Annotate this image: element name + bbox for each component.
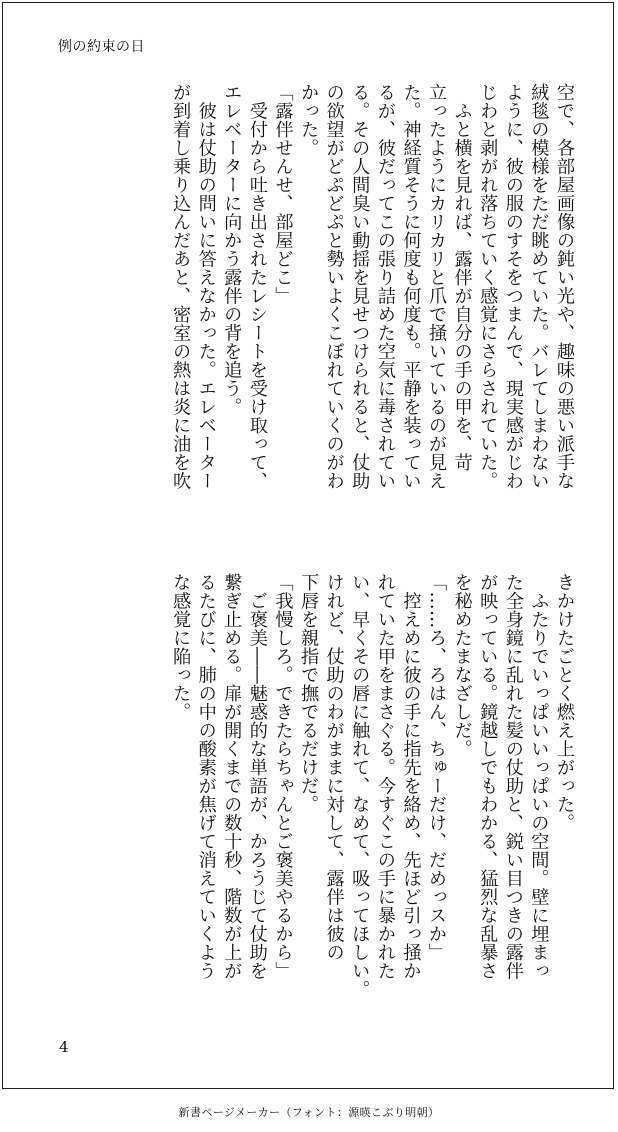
text-line: るたびに、肺の中の酸素が焦げて消えていくよう [195,573,217,980]
text-line: が到着し乗り込んだあと、密室の熱は炎に油を吹 [170,83,192,490]
text-line: 絨毯の模様をただ眺めていた。バレてしまわない [528,83,550,490]
text-line: 繋ぎ止める。扉が開くまでの数十秒、階数が上が [221,573,243,980]
page-frame [2,2,614,1089]
text-line: る。その人間臭い動揺を見せつけられると、仗助 [349,83,371,490]
text-line: 「我慢しろ。できたらちゃんとご褒美やるから」 [272,573,294,980]
text-line: た全身鏡に乱れた髪の仗助と、鋭い目つきの露伴 [502,573,524,980]
text-line: を秘めたまなざしだ。 [451,573,473,758]
text-line: な感覚に陥った。 [170,573,192,721]
text-line: た。神経質そうに何度も何度も。平静を装ってい [400,83,422,490]
text-line: 「露伴せんせ、部屋どこ」 [272,83,294,305]
text-line: ふたりでいっぱいいっぱいの空間。壁に埋まっ [528,573,550,980]
text-line: 彼は仗助の問いに答えなかった。エレベーター [195,83,217,490]
text-line: 「……ろ、ろはん、ちゅーだけ、だめっスか」 [426,573,448,962]
text-line: い、早くその唇に触れて、なめて、吸ってほしい。 [349,573,371,999]
text-line: が映っている。鏡越しでもわかる、猛烈な乱暴さ [477,573,499,980]
text-line: 空で、各部屋画像の鈍い光や、趣味の悪い派手な [554,83,575,490]
text-line: 控えめに彼の手に指先を絡め、先ほど引っ掻か [400,573,422,980]
text-line: るが、彼だってこの張り詰めた空気に毒されてい [374,83,396,490]
text-line: 下唇を親指で撫でるだけだ。 [298,573,320,814]
text-line: れていた甲をまさぐる。今すぐこの手に暴かれた [374,573,396,980]
text-line: ご褒美――魅惑的な単語が、かろうじて仗助を [246,573,268,980]
text-line: きかけたごとく燃え上がった。 [554,573,575,832]
generator-credit: 新書ページメーカー（フォント：源暎こぶり明朝） [178,1106,440,1119]
text-line: 受付から吐き出されたレシートを受け取って、 [246,83,268,490]
lower-text-block [51,573,577,1018]
text-line: けれど、仗助のわがままに対して、露伴は彼の [323,573,345,962]
text-line: ふと横を見れば、露伴が自分の手の甲を、苛 [451,83,473,472]
running-title: 例の約束の日 [58,39,145,55]
text-line: かった。 [298,83,320,157]
text-line: 立ったようにカリカリと爪で掻いているのが見え [426,83,448,490]
text-line: ように、彼の服のすそをつまんで、現実感がじわ [502,83,524,490]
upper-text-block [51,83,577,528]
text-line: エレベーターに向かう露伴の背を追う。 [221,83,243,416]
text-line: の欲望がどぷどぷと勢いよくこぼれていくのがわ [323,83,345,490]
page-number: 4 [59,1038,69,1056]
text-line: じわと剥がれ落ちていく感覚にさらされていた。 [477,83,499,490]
